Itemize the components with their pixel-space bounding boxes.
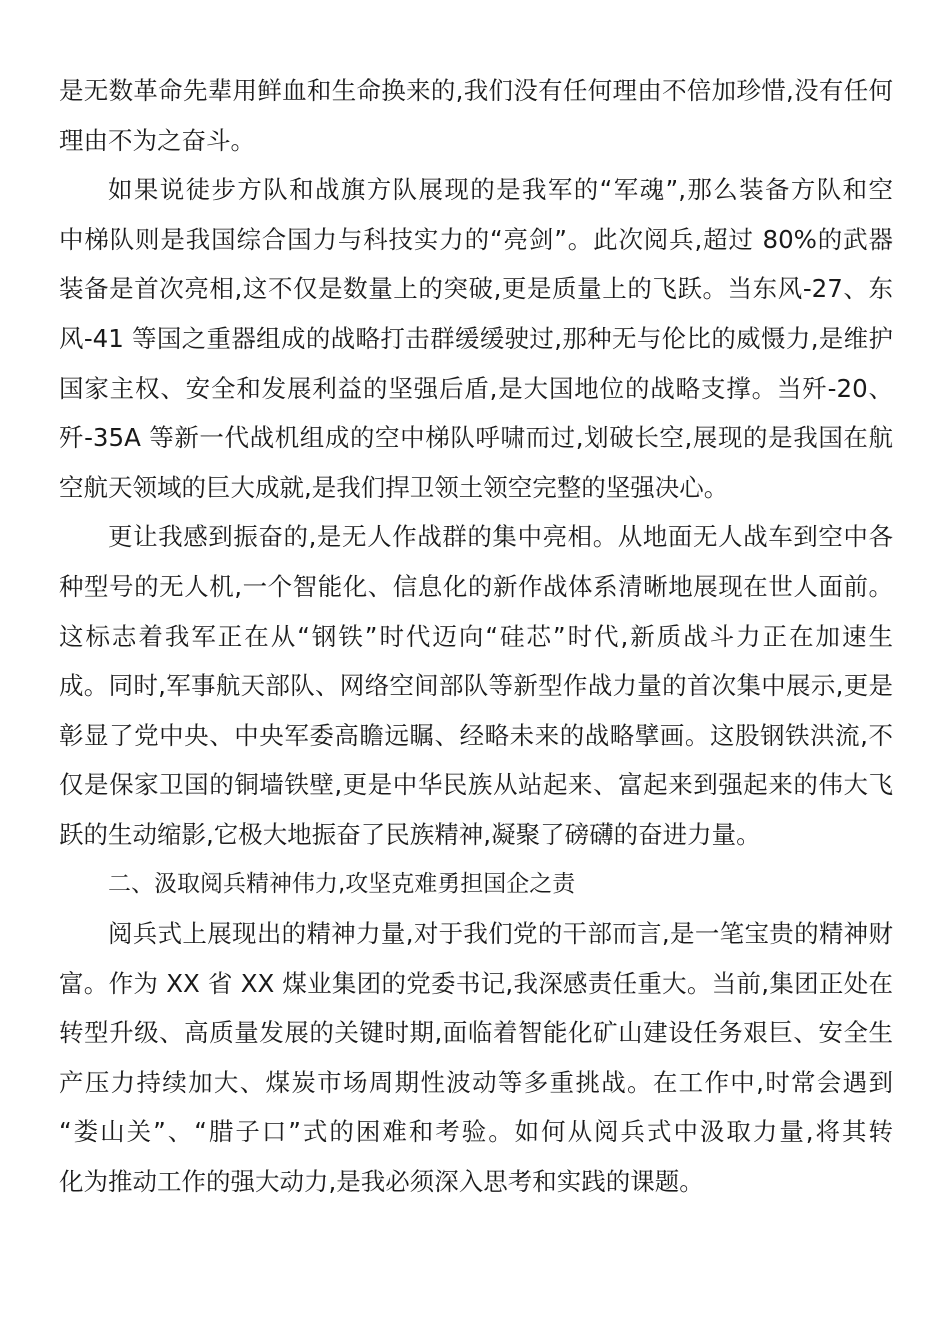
text-line: 是无数革命先辈用鲜血和生命换来的,我们没有任何理由不倍加珍惜,没有任何 — [59, 76, 893, 105]
section-heading: 二、汲取阅兵精神伟力,攻坚克难勇担国企之责 — [108, 870, 576, 897]
text-line: 中梯队则是我国综合国力与科技实力的“亮剑”。此次阅兵,超过 80%的武器 — [59, 224, 893, 254]
text-line: 这标志着我军正在从“钢铁”时代迈向“硅芯”时代,新质战斗力正在加速生 — [59, 621, 893, 651]
text-line: 种型号的无人机,一个智能化、信息化的新作战体系清晰地展现在世人面前。 — [59, 571, 893, 601]
text-line: 转型升级、高质量发展的关键时期,面临着智能化矿山建设任务艰巨、安全生 — [59, 1018, 893, 1048]
text-line: 仅是保家卫国的铜墙铁壁,更是中华民族从站起来、富起来到强起来的伟大飞 — [59, 770, 893, 800]
text-line: 产压力持续加大、煤炭市场周期性波动等多重挑战。在工作中,时常会遇到 — [59, 1067, 893, 1097]
text-line: 理由不为之奋斗。 — [59, 125, 255, 155]
text-line: 风-41 等国之重器组成的战略打击群缓缓驶过,那种无与伦比的威慑力,是维护 — [59, 323, 893, 353]
text-line: 阅兵式上展现出的精神力量,对于我们党的干部而言,是一笔宝贵的精神财 — [108, 919, 893, 949]
text-line: 跃的生动缩影,它极大地振奋了民族精神,凝聚了磅礴的奋进力量。 — [59, 819, 761, 849]
text-line: “娄山关”、“腊子口”式的困难和考验。如何从阅兵式中汲取力量,将其转 — [59, 1117, 893, 1147]
text-line: 国家主权、安全和发展利益的坚强后盾,是大国地位的战略支撑。当歼-20、 — [59, 373, 893, 403]
text-line: 更让我感到振奋的,是无人作战群的集中亮相。从地面无人战车到空中各 — [108, 522, 893, 552]
text-line: 空航天领域的巨大成就,是我们捍卫领土领空完整的坚强决心。 — [59, 472, 729, 502]
text-line: 化为推动工作的强大动力,是我必须深入思考和实践的课题。 — [59, 1167, 704, 1197]
text-line: 成。同时,军事航天部队、网络空间部队等新型作战力量的首次集中展示,更是 — [59, 671, 893, 701]
text-line: 彰显了党中央、中央军委高瞻远瞩、经略未来的战略擘画。这股钢铁洪流,不 — [59, 720, 893, 750]
document-body — [59, 66, 893, 1207]
text-line: 歼-35A 等新一代战机组成的空中梯队呼啸而过,划破长空,展现的是我国在航 — [59, 423, 893, 453]
text-line: 如果说徒步方队和战旗方队展现的是我军的“军魂”,那么装备方队和空 — [108, 175, 893, 205]
text-line: 富。作为 XX 省 XX 煤业集团的党委书记,我深感责任重大。当前,集团正处在 — [59, 968, 893, 998]
text-line: 装备是首次亮相,这不仅是数量上的突破,更是质量上的飞跃。当东风-27、东 — [59, 274, 893, 304]
